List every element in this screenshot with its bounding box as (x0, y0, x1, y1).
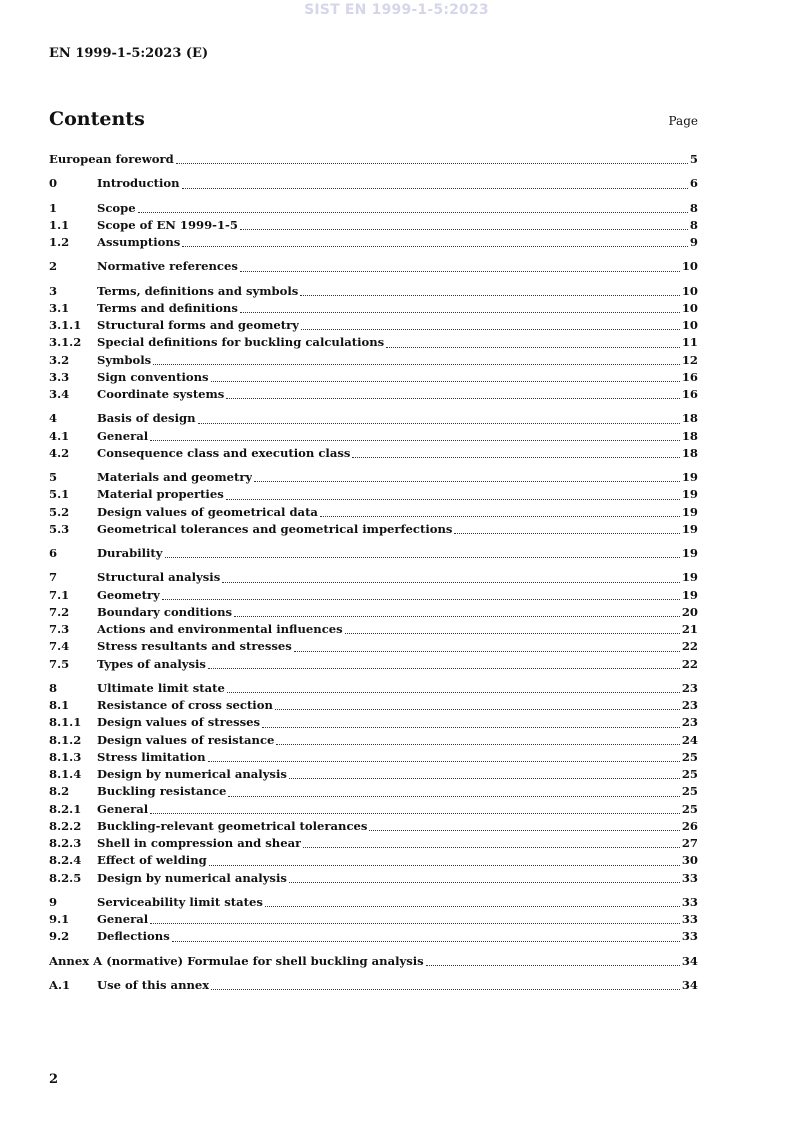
toc-entry-title: General (97, 428, 149, 443)
toc-entry-number: 8.2.2 (49, 818, 82, 833)
toc-entry-title: Geometry (97, 587, 160, 602)
toc-entry-title: Special definitions for buckling calculations (97, 335, 385, 350)
toc-entry-page: 6 (689, 176, 698, 191)
table-of-contents (49, 151, 698, 1001)
toc-group (49, 258, 698, 275)
toc-group (49, 569, 698, 673)
toc-entry-number: 4 (49, 411, 58, 426)
toc-entry-title: Stress limitation (97, 749, 206, 764)
toc-entry-title: Material properties (97, 487, 224, 502)
toc-entry-title: Resistance of cross section (97, 698, 273, 712)
dot-leader (265, 906, 680, 907)
toc-entry-title: Geometrical tolerances and geometrical imperfections (97, 521, 453, 536)
dot-leader (222, 582, 680, 583)
toc-entry[interactable] (49, 151, 698, 168)
toc-group (49, 469, 698, 538)
toc-entry[interactable] (49, 749, 698, 766)
dot-leader (198, 423, 680, 424)
toc-entry-number: 4.1 (49, 428, 70, 443)
dot-leader (240, 312, 680, 313)
toc-entry[interactable] (49, 801, 698, 818)
toc-entry-page: 16 (681, 387, 698, 401)
toc-entry-title: Terms, definitions and symbols (97, 283, 299, 298)
toc-entry-number: 3 (49, 283, 58, 298)
toc-entry-page: 25 (681, 784, 698, 799)
toc-entry-title: Serviceability limit states (97, 894, 263, 909)
toc-group (49, 200, 698, 252)
dot-leader (300, 295, 680, 296)
dot-leader (345, 633, 680, 634)
dot-leader (320, 516, 680, 517)
toc-entry-page: 10 (681, 300, 698, 315)
dot-leader (150, 440, 680, 441)
toc-entry-number: 6 (49, 546, 58, 560)
toc-entry-number: 9 (49, 894, 58, 909)
toc-entry-page: 34 (681, 953, 698, 968)
toc-entry[interactable] (49, 977, 698, 994)
toc-entry-title: Design values of geometrical data (97, 504, 318, 519)
toc-entry[interactable] (49, 217, 698, 234)
toc-entry[interactable] (49, 911, 698, 928)
toc-entry-title: Shell in compression and shear (97, 836, 302, 850)
toc-entry-title: Coordinate systems (97, 387, 225, 401)
toc-entry-number: 8.2.5 (49, 870, 82, 885)
toc-entry-title: Structural forms and geometry (97, 318, 299, 332)
toc-entry-number: 7.4 (49, 639, 70, 654)
toc-entry-number: 1.1 (49, 217, 70, 232)
toc-entry-number: 8.1.1 (49, 715, 82, 730)
toc-entry[interactable] (49, 352, 698, 369)
toc-entry-number: 8.2.1 (49, 801, 82, 816)
toc-entry[interactable] (49, 545, 698, 562)
toc-entry-number: 1.2 (49, 235, 70, 249)
toc-entry[interactable] (49, 714, 698, 731)
toc-entry-title: General (97, 801, 149, 816)
toc-entry[interactable] (49, 621, 698, 638)
dot-leader (208, 668, 680, 669)
toc-entry[interactable] (49, 928, 698, 945)
toc-entry[interactable] (49, 732, 698, 749)
toc-group (49, 680, 698, 887)
toc-entry-page: 30 (681, 853, 698, 868)
toc-entry-page: 8 (689, 200, 698, 215)
toc-entry-title: Assumptions (97, 235, 181, 249)
toc-entry-page: 20 (681, 604, 698, 619)
toc-entry[interactable] (49, 428, 698, 445)
dot-leader (240, 271, 680, 272)
toc-entry-page: 33 (681, 912, 698, 926)
toc-entry[interactable] (49, 604, 698, 621)
toc-entry-number: 8.1.2 (49, 732, 82, 747)
toc-entry-title: Design by numerical analysis (97, 870, 287, 885)
toc-entry-number: 3.1 (49, 300, 70, 315)
toc-entry-title: Buckling resistance (97, 784, 227, 799)
toc-entry-title: European foreword (49, 152, 174, 166)
toc-entry-number: 7 (49, 570, 58, 585)
toc-entry-number: 3.3 (49, 369, 70, 384)
toc-entry[interactable] (49, 852, 698, 869)
toc-entry[interactable] (49, 680, 698, 697)
toc-entry-title: Design values of resistance (97, 732, 275, 747)
toc-entry-page: 19 (681, 570, 698, 585)
toc-entry[interactable] (49, 835, 698, 852)
toc-entry-title: Scope (97, 200, 136, 215)
toc-entry-page: 27 (681, 836, 698, 850)
toc-group (49, 410, 698, 462)
toc-entry-page: 33 (681, 870, 698, 885)
toc-entry-number: 8 (49, 680, 58, 695)
toc-entry-number: A.1 (49, 977, 71, 992)
toc-entry-title: Use of this annex (97, 977, 210, 992)
toc-entry-number: 7.1 (49, 587, 70, 602)
toc-entry[interactable] (49, 569, 698, 586)
toc-entry-number: 3.1.1 (49, 318, 82, 332)
toc-entry-number: 7.2 (49, 604, 70, 619)
toc-entry-number: 3.2 (49, 352, 70, 367)
toc-entry-page: 16 (681, 369, 698, 384)
toc-entry-title: Buckling-relevant geometrical tolerances (97, 818, 368, 833)
dot-leader (289, 778, 680, 779)
dot-leader (276, 744, 679, 745)
dot-leader (211, 381, 680, 382)
toc-entry-number: 4.2 (49, 445, 70, 460)
toc-entry-title: Effect of welding (97, 853, 207, 868)
toc-entry-number: 8.2.3 (49, 836, 82, 850)
toc-entry-title: Materials and geometry (97, 470, 253, 484)
toc-entry[interactable] (49, 175, 698, 192)
toc-entry-page: 21 (681, 622, 698, 636)
toc-group (49, 894, 698, 946)
toc-entry-page: 18 (681, 428, 698, 443)
dot-leader (138, 212, 688, 213)
toc-entry-page: 19 (681, 470, 698, 484)
dot-leader (352, 457, 679, 458)
dot-leader (303, 847, 680, 848)
watermark: SIST EN 1999-1-5:2023 (304, 2, 489, 18)
toc-entry[interactable] (49, 521, 698, 538)
toc-entry-page: 23 (681, 698, 698, 712)
toc-entry-title: General (97, 912, 149, 926)
toc-entry-page: 25 (681, 767, 698, 781)
dot-leader (176, 163, 688, 164)
toc-entry[interactable] (49, 386, 698, 403)
toc-entry-number: 2 (49, 259, 58, 274)
toc-entry-number: 8.2.4 (49, 853, 82, 868)
toc-entry-page: 10 (681, 318, 698, 332)
toc-entry-page: 5 (689, 152, 698, 166)
toc-entry-page: 33 (681, 894, 698, 909)
toc-entry-page: 10 (681, 259, 698, 274)
toc-entry-title: Actions and environmental influences (97, 622, 343, 636)
dot-leader (226, 499, 680, 500)
toc-entry-title: Structural analysis (97, 570, 221, 585)
toc-entry-page: 10 (681, 283, 698, 298)
dot-leader (294, 651, 680, 652)
toc-entry[interactable] (49, 818, 698, 835)
toc-entry-title: Durability (97, 546, 163, 560)
toc-entry[interactable] (49, 234, 698, 251)
dot-leader (226, 398, 680, 399)
toc-entry-page: 9 (689, 235, 698, 249)
toc-entry-title: Ultimate limit state (97, 680, 225, 695)
dot-leader (234, 616, 680, 617)
toc-entry-number: 8.1 (49, 698, 70, 712)
dot-leader (262, 727, 680, 728)
toc-entry[interactable] (49, 587, 698, 604)
toc-entry[interactable] (49, 504, 698, 521)
toc-entry[interactable] (49, 766, 698, 783)
toc-entry-number: 5 (49, 470, 58, 484)
toc-entry-page: 18 (681, 411, 698, 426)
toc-entry-page: 25 (681, 749, 698, 764)
dot-leader (254, 481, 680, 482)
toc-entry[interactable] (49, 469, 698, 486)
dot-leader (172, 941, 680, 942)
toc-entry-number: 1 (49, 200, 58, 215)
dot-leader (386, 347, 680, 348)
toc-entry-number: 5.3 (49, 521, 70, 536)
toc-entry[interactable] (49, 783, 698, 800)
toc-entry-title: Symbols (97, 352, 152, 367)
dot-leader (209, 865, 680, 866)
toc-entry-page: 19 (681, 504, 698, 519)
toc-entry[interactable] (49, 258, 698, 275)
toc-group (49, 545, 698, 562)
toc-entry-number: 9.1 (49, 912, 70, 926)
toc-entry-title: Design by numerical analysis (97, 767, 287, 781)
toc-entry-page: 12 (681, 352, 698, 367)
dot-leader (165, 557, 680, 558)
dot-leader (275, 709, 680, 710)
toc-group (49, 151, 698, 168)
toc-entry-number: 5.2 (49, 504, 70, 519)
toc-entry[interactable] (49, 410, 698, 427)
dot-leader (150, 923, 680, 924)
toc-entry[interactable] (49, 656, 698, 673)
toc-entry[interactable] (49, 486, 698, 503)
toc-entry[interactable] (49, 200, 698, 217)
toc-entry[interactable] (49, 697, 698, 714)
toc-entry-number: 8.1.3 (49, 749, 82, 764)
toc-entry-title: Stress resultants and stresses (97, 639, 292, 654)
toc-entry-title: Terms and definitions (97, 300, 238, 315)
dot-leader (289, 882, 680, 883)
toc-entry[interactable] (49, 334, 698, 351)
dot-leader (153, 364, 680, 365)
dot-leader (208, 761, 680, 762)
dot-leader (227, 692, 680, 693)
toc-entry-page: 33 (681, 929, 698, 944)
toc-entry-number: 8.1.4 (49, 767, 82, 781)
toc-entry[interactable] (49, 638, 698, 655)
toc-entry-page: 22 (681, 656, 698, 671)
dot-leader (182, 246, 688, 247)
toc-entry-title: Deflections (97, 929, 170, 944)
toc-entry-page: 23 (681, 715, 698, 730)
toc-group (49, 283, 698, 404)
toc-entry-page: 19 (681, 587, 698, 602)
toc-entry[interactable] (49, 894, 698, 911)
toc-entry-title: Introduction (97, 176, 180, 191)
toc-entry[interactable] (49, 445, 698, 462)
toc-entry-title: Boundary conditions (97, 604, 233, 619)
toc-entry-page: 22 (681, 639, 698, 654)
toc-entry-title: Design values of stresses (97, 715, 261, 730)
toc-entry-title: Annex A (normative) Formulae for shell buckling analysis (49, 953, 424, 968)
toc-group (49, 175, 698, 192)
toc-entry[interactable] (49, 283, 698, 300)
toc-entry-number: 5.1 (49, 487, 70, 502)
toc-entry-page: 24 (681, 732, 698, 747)
dot-leader (182, 188, 688, 189)
toc-entry[interactable] (49, 953, 698, 970)
document-id: EN 1999-1-5:2023 (E) (49, 46, 209, 61)
toc-entry-title: Normative references (97, 259, 238, 274)
toc-entry-page: 8 (689, 217, 698, 232)
toc-group (49, 977, 698, 994)
dot-leader (211, 989, 680, 990)
toc-entry-title: Basis of design (97, 411, 196, 426)
page-column-label: Page (668, 114, 698, 128)
toc-entry[interactable] (49, 317, 698, 334)
toc-entry-page: 18 (681, 445, 698, 460)
toc-entry-title: Scope of EN 1999-1-5 (97, 217, 238, 232)
toc-entry-number: 7.3 (49, 622, 70, 636)
toc-entry[interactable] (49, 369, 698, 386)
toc-entry-number: 9.2 (49, 929, 70, 944)
toc-entry[interactable] (49, 870, 698, 887)
toc-entry-page: 19 (681, 521, 698, 536)
toc-entry-number: 3.4 (49, 387, 70, 401)
toc-entry-number: 0 (49, 176, 58, 191)
dot-leader (228, 796, 679, 797)
toc-entry-page: 19 (681, 487, 698, 502)
toc-entry-page: 25 (681, 801, 698, 816)
toc-entry-page: 19 (681, 546, 698, 560)
dot-leader (150, 813, 680, 814)
toc-entry-title: Types of analysis (97, 656, 206, 671)
toc-entry-page: 11 (681, 335, 698, 350)
dot-leader (240, 229, 688, 230)
toc-entry-page: 34 (681, 977, 698, 992)
toc-entry-title: Sign conventions (97, 369, 209, 384)
toc-group (49, 953, 698, 970)
page-title: Contents (49, 108, 145, 130)
dot-leader (162, 599, 680, 600)
dot-leader (301, 329, 680, 330)
toc-entry[interactable] (49, 300, 698, 317)
page-number: 2 (49, 1072, 59, 1087)
toc-entry-page: 26 (681, 818, 698, 833)
dot-leader (369, 830, 679, 831)
toc-entry-number: 7.5 (49, 656, 70, 671)
dot-leader (426, 965, 680, 966)
dot-leader (454, 533, 679, 534)
toc-entry-number: 3.1.2 (49, 335, 82, 350)
toc-entry-page: 23 (681, 680, 698, 695)
toc-entry-title: Consequence class and execution class (97, 445, 351, 460)
toc-entry-number: 8.2 (49, 784, 70, 799)
